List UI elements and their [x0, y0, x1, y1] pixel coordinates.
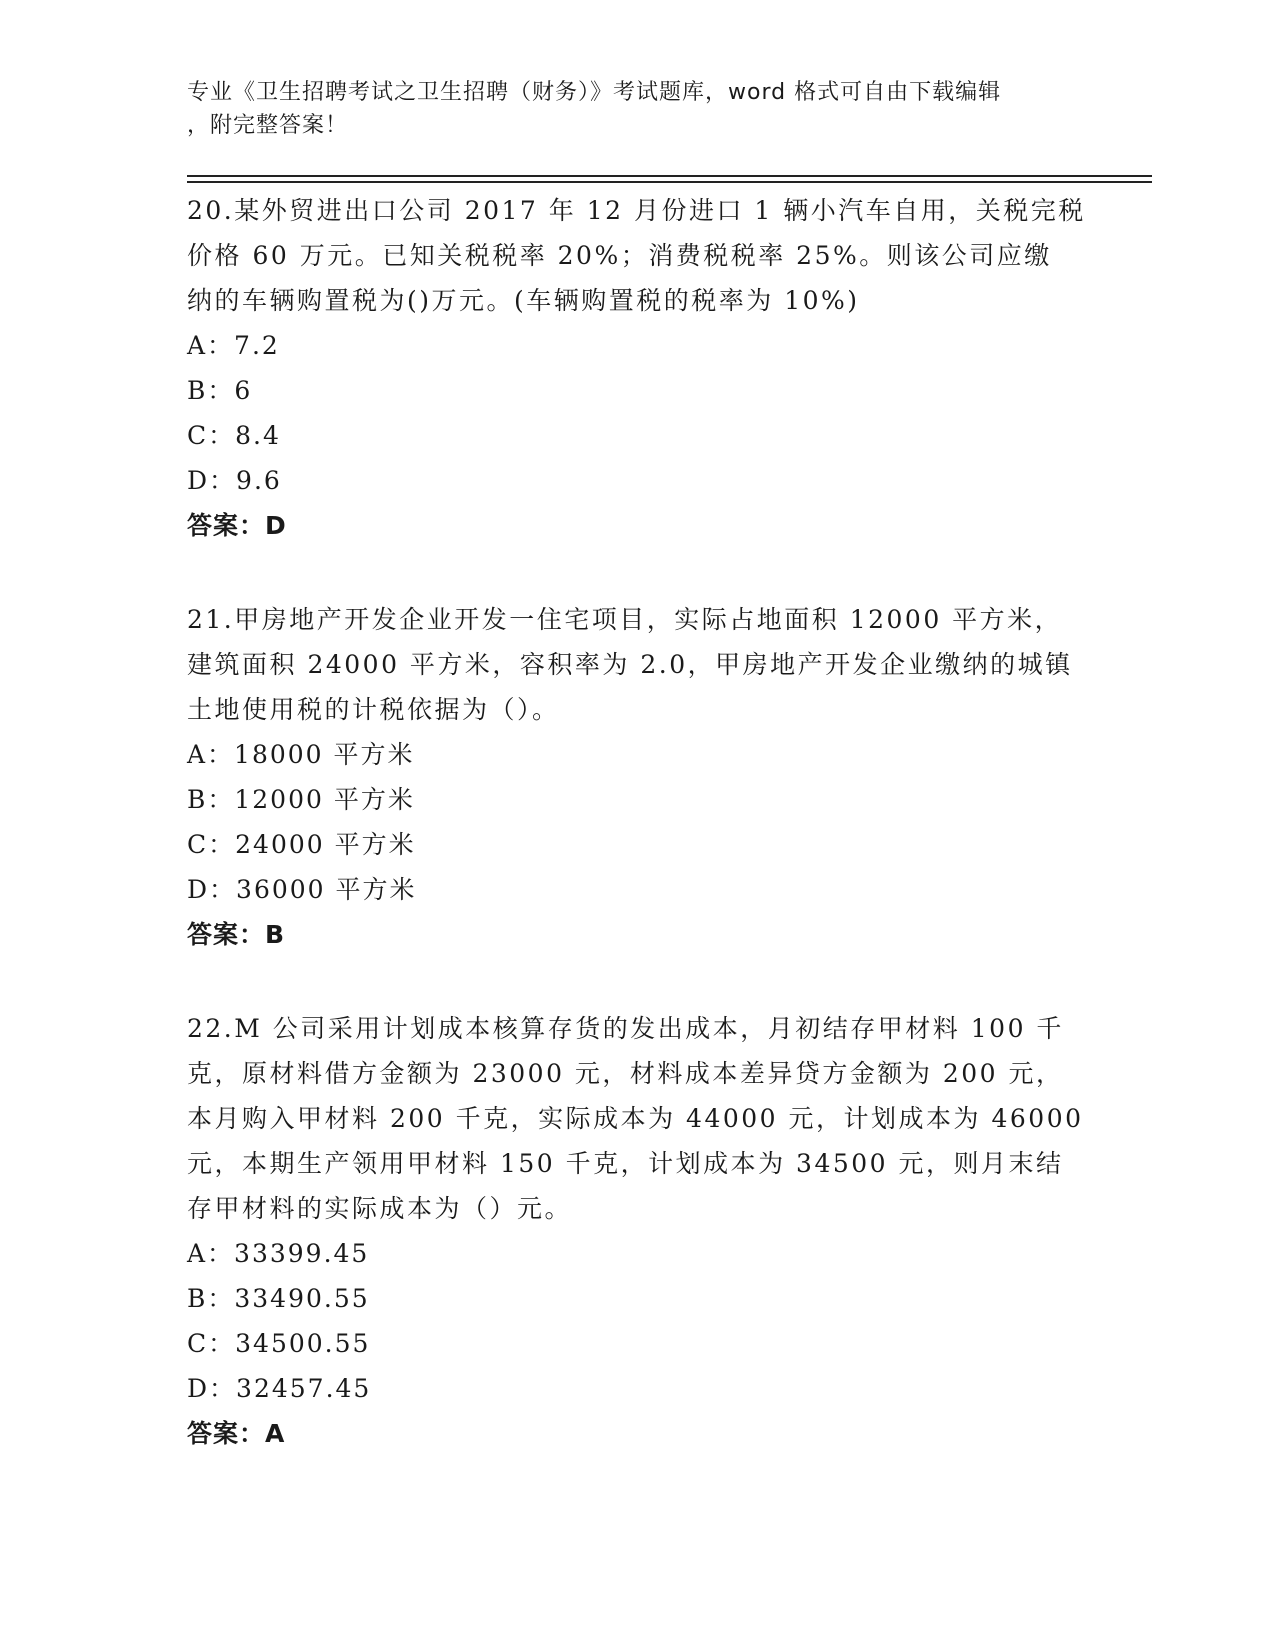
option-c: C：24000 平方米: [187, 830, 416, 859]
answer-label: 答案：B: [187, 920, 286, 949]
option-d: D：36000 平方米: [187, 875, 417, 904]
answer-label: 答案：A: [187, 1419, 286, 1448]
option-d: D：9.6: [187, 466, 282, 495]
answer-label: 答案：D: [187, 511, 287, 540]
question-stem-line: 22.M 公司采用计划成本核算存货的发出成本，月初结存甲材料 100 千: [187, 1014, 1064, 1043]
question-stem-line: 克，原材料借方金额为 23000 元，材料成本差异贷方金额为 200 元，: [187, 1059, 1064, 1088]
option-a: A：33399.45: [187, 1239, 370, 1268]
question-21: [187, 597, 1087, 957]
option-b: B：12000 平方米: [187, 785, 415, 814]
question-20: [187, 188, 1087, 548]
option-a: A：18000 平方米: [187, 740, 415, 769]
document-header: [187, 76, 1067, 142]
question-stem-line: 21.甲房地产开发企业开发一住宅项目，实际占地面积 12000 平方米，: [187, 605, 1063, 634]
header-divider-bottom: [187, 181, 1152, 183]
option-a: A：7.2: [187, 331, 280, 360]
question-stem-line: 本月购入甲材料 200 千克，实际成本为 44000 元，计划成本为 46000: [187, 1104, 1084, 1133]
question-stem-line: 纳的车辆购置税为()万元。(车辆购置税的税率为 10%): [187, 286, 860, 315]
question-stem-line: 20.某外贸进出口公司 2017 年 12 月份进口 1 辆小汽车自用，关税完税: [187, 196, 1086, 225]
option-c: C：34500.55: [187, 1329, 371, 1358]
header-divider-top: [187, 175, 1152, 177]
option-c: C：8.4: [187, 421, 281, 450]
option-d: D：32457.45: [187, 1374, 372, 1403]
question-stem-line: 存甲材料的实际成本为（）元。: [187, 1194, 573, 1223]
option-b: B：6: [187, 376, 253, 405]
option-b: B：33490.55: [187, 1284, 370, 1313]
question-stem-line: 价格 60 万元。已知关税税率 20%；消费税税率 25%。则该公司应缴: [187, 241, 1052, 270]
question-stem-line: 建筑面积 24000 平方米，容积率为 2.0，甲房地产开发企业缴纳的城镇: [187, 650, 1073, 679]
question-22: [187, 1006, 1087, 1456]
question-stem-line: 土地使用税的计税依据为（）。: [187, 695, 560, 724]
header-line-1: 专业《卫生招聘考试之卫生招聘（财务）》考试题库，word 格式可自由下载编辑: [187, 80, 1002, 105]
header-line-2: ，附完整答案！: [187, 113, 349, 138]
question-stem-line: 元，本期生产领用甲材料 150 千克，计划成本为 34500 元，则月末结: [187, 1149, 1064, 1178]
